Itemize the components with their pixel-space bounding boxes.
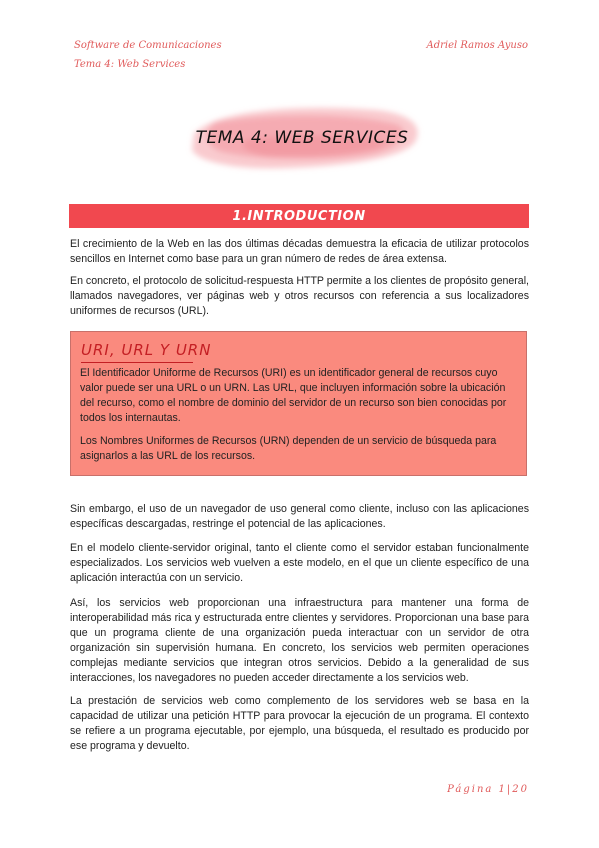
header-author: Adriel Ramos Ayuso bbox=[426, 40, 528, 51]
callout-paragraph: Los Nombres Uniformes de Recursos (URN) dependen de un servicio de búsqueda para asignarlos a las URL de los recursos. bbox=[80, 435, 497, 462]
paragraph: Así, los servicios web proporcionan una infraestructura para mantener una forma de interoperabilidad más rica y estructurada entre clientes y servidores. Proporcionan una base para que un programa cliente de una organización pueda interactuar con un servidor de otra organización sin supervisión humana. En concreto, los servicios web permiten operaciones complejas mediante servicios que integran otros servicios. Debido a la generalidad de sus interacciones, los navegadores no pueden acceder directamente a los servicios web. bbox=[70, 597, 529, 684]
paragraph: En concreto, el protocolo de solicitud-respuesta HTTP permite a los clientes de propósito general, llamados navegadores, ver páginas web y otros recursos con referencia a sus localizadores uniformes de recursos (URL). bbox=[70, 275, 529, 317]
paragraph: Sin embargo, el uso de un navegador de uso general como cliente, incluso con las aplicaciones específicas descargadas, restringe el potencial de las aplicaciones. bbox=[70, 503, 529, 530]
page-title: TEMA 4: WEB SERVICES bbox=[195, 128, 409, 148]
page-number: Página 1|20 bbox=[447, 784, 529, 795]
title-banner bbox=[176, 96, 428, 184]
callout-box bbox=[70, 331, 527, 476]
callout-paragraph: El Identificador Uniforme de Recursos (URI) es un identificador general de recursos cuyo valor puede ser una URL o un URN. Las URL, que incluyen información sobre la ubicación del recurso, como el nombre de dominio del servidor de un recurso son bien conocidas por todos los internautas. bbox=[80, 367, 507, 424]
paragraph: El crecimiento de la Web en las dos últimas décadas demuestra la eficacia de utilizar protocolos sencillos en Internet como base para un gran número de redes de área extensa. bbox=[70, 238, 529, 265]
section-heading: 1.INTRODUCTION bbox=[232, 208, 366, 224]
header-topic: Tema 4: Web Services bbox=[74, 59, 186, 70]
callout-title: URI, URL Y URN bbox=[81, 341, 212, 359]
section-heading-bar bbox=[69, 204, 529, 228]
paragraph: La prestación de servicios web como complemento de los servidores web se basa en la capacidad de utilizar una petición HTTP para provocar la ejecución de un programa. El contexto se refiere a un programa ejecutable, por ejemplo, una búsqueda, el resultado es producido por ese programa y devuelto. bbox=[70, 695, 529, 752]
paragraph: En el modelo cliente-servidor original, tanto el cliente como el servidor estaban funcionalmente especializados. Los servicios web vuelven a este modelo, en el que un cliente específico de una aplicación interactúa con un servicio. bbox=[70, 542, 529, 584]
header-subject: Software de Comunicaciones bbox=[74, 40, 222, 51]
callout-title-underline bbox=[81, 362, 193, 363]
